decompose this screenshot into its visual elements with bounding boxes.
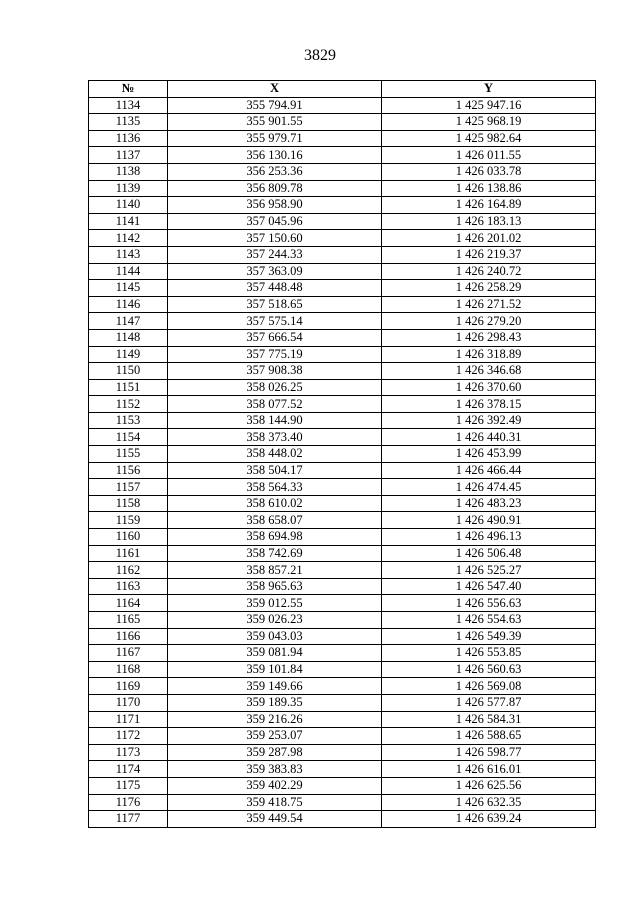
cell-number: 1150 xyxy=(89,363,168,380)
cell-x: 359 026.23 xyxy=(168,612,382,629)
cell-number: 1160 xyxy=(89,529,168,546)
table-row xyxy=(89,545,596,562)
cell-x: 359 383.83 xyxy=(168,761,382,778)
cell-number: 1142 xyxy=(89,230,168,247)
cell-y: 1 426 554.63 xyxy=(382,612,596,629)
cell-number: 1157 xyxy=(89,479,168,496)
cell-x: 357 150.60 xyxy=(168,230,382,247)
table-body xyxy=(89,97,596,827)
cell-y: 1 426 033.78 xyxy=(382,163,596,180)
table-row xyxy=(89,578,596,595)
table-row xyxy=(89,678,596,695)
cell-x: 359 101.84 xyxy=(168,661,382,678)
cell-number: 1148 xyxy=(89,329,168,346)
cell-y: 1 426 440.31 xyxy=(382,429,596,446)
cell-y: 1 426 560.63 xyxy=(382,661,596,678)
cell-number: 1140 xyxy=(89,197,168,214)
cell-y: 1 426 346.68 xyxy=(382,363,596,380)
cell-x: 356 958.90 xyxy=(168,197,382,214)
table-row xyxy=(89,562,596,579)
table-row xyxy=(89,280,596,297)
cell-x: 357 045.96 xyxy=(168,213,382,230)
cell-y: 1 426 318.89 xyxy=(382,346,596,363)
cell-x: 358 373.40 xyxy=(168,429,382,446)
cell-y: 1 426 490.91 xyxy=(382,512,596,529)
cell-number: 1139 xyxy=(89,180,168,197)
cell-x: 357 775.19 xyxy=(168,346,382,363)
cell-x: 359 253.07 xyxy=(168,728,382,745)
cell-x: 357 448.48 xyxy=(168,280,382,297)
table-row xyxy=(89,645,596,662)
cell-y: 1 426 639.24 xyxy=(382,811,596,828)
table-row xyxy=(89,479,596,496)
table-row xyxy=(89,811,596,828)
cell-number: 1153 xyxy=(89,412,168,429)
cell-number: 1169 xyxy=(89,678,168,695)
table-row xyxy=(89,213,596,230)
cell-y: 1 426 279.20 xyxy=(382,313,596,330)
table-row xyxy=(89,230,596,247)
table-row xyxy=(89,529,596,546)
cell-number: 1146 xyxy=(89,296,168,313)
table-row xyxy=(89,163,596,180)
cell-number: 1141 xyxy=(89,213,168,230)
cell-y: 1 426 616.01 xyxy=(382,761,596,778)
cell-number: 1134 xyxy=(89,97,168,114)
cell-x: 357 575.14 xyxy=(168,313,382,330)
cell-y: 1 426 625.56 xyxy=(382,777,596,794)
cell-x: 358 564.33 xyxy=(168,479,382,496)
cell-x: 359 043.03 xyxy=(168,628,382,645)
coordinates-table xyxy=(88,80,596,828)
table-row xyxy=(89,495,596,512)
cell-y: 1 426 632.35 xyxy=(382,794,596,811)
cell-number: 1149 xyxy=(89,346,168,363)
table-row xyxy=(89,379,596,396)
cell-y: 1 426 164.89 xyxy=(382,197,596,214)
cell-number: 1152 xyxy=(89,396,168,413)
cell-number: 1165 xyxy=(89,612,168,629)
cell-x: 358 026.25 xyxy=(168,379,382,396)
cell-x: 355 979.71 xyxy=(168,130,382,147)
cell-number: 1158 xyxy=(89,495,168,512)
cell-y: 1 426 271.52 xyxy=(382,296,596,313)
cell-x: 359 402.29 xyxy=(168,777,382,794)
cell-y: 1 426 577.87 xyxy=(382,694,596,711)
cell-x: 359 189.35 xyxy=(168,694,382,711)
table-row xyxy=(89,595,596,612)
cell-y: 1 426 298.43 xyxy=(382,329,596,346)
cell-number: 1170 xyxy=(89,694,168,711)
cell-number: 1144 xyxy=(89,263,168,280)
cell-x: 358 077.52 xyxy=(168,396,382,413)
cell-y: 1 426 584.31 xyxy=(382,711,596,728)
cell-x: 357 518.65 xyxy=(168,296,382,313)
cell-number: 1174 xyxy=(89,761,168,778)
cell-x: 358 610.02 xyxy=(168,495,382,512)
cell-number: 1171 xyxy=(89,711,168,728)
cell-number: 1164 xyxy=(89,595,168,612)
cell-y: 1 425 968.19 xyxy=(382,114,596,131)
cell-number: 1163 xyxy=(89,578,168,595)
table-row xyxy=(89,794,596,811)
cell-y: 1 426 569.08 xyxy=(382,678,596,695)
cell-y: 1 426 392.49 xyxy=(382,412,596,429)
column-header-x: X xyxy=(168,81,382,98)
page-number: 3829 xyxy=(304,47,336,64)
table-row xyxy=(89,197,596,214)
cell-x: 359 012.55 xyxy=(168,595,382,612)
cell-x: 356 130.16 xyxy=(168,147,382,164)
column-header-y: Y xyxy=(382,81,596,98)
table-row xyxy=(89,263,596,280)
cell-x: 359 449.54 xyxy=(168,811,382,828)
cell-number: 1173 xyxy=(89,744,168,761)
cell-number: 1162 xyxy=(89,562,168,579)
cell-y: 1 426 588.65 xyxy=(382,728,596,745)
cell-number: 1145 xyxy=(89,280,168,297)
cell-x: 355 901.55 xyxy=(168,114,382,131)
cell-x: 358 144.90 xyxy=(168,412,382,429)
cell-x: 358 857.21 xyxy=(168,562,382,579)
cell-x: 357 666.54 xyxy=(168,329,382,346)
table-row xyxy=(89,728,596,745)
table-row xyxy=(89,628,596,645)
cell-number: 1147 xyxy=(89,313,168,330)
cell-number: 1135 xyxy=(89,114,168,131)
cell-number: 1156 xyxy=(89,462,168,479)
table-row xyxy=(89,246,596,263)
cell-number: 1155 xyxy=(89,446,168,463)
table-row xyxy=(89,429,596,446)
cell-x: 356 809.78 xyxy=(168,180,382,197)
cell-number: 1154 xyxy=(89,429,168,446)
cell-y: 1 426 506.48 xyxy=(382,545,596,562)
table-row xyxy=(89,612,596,629)
cell-y: 1 426 183.13 xyxy=(382,213,596,230)
cell-x: 359 149.66 xyxy=(168,678,382,695)
table-row xyxy=(89,512,596,529)
table-row xyxy=(89,446,596,463)
cell-y: 1 426 474.45 xyxy=(382,479,596,496)
table-row xyxy=(89,661,596,678)
cell-x: 357 908.38 xyxy=(168,363,382,380)
table-header-row xyxy=(89,81,596,98)
cell-y: 1 426 011.55 xyxy=(382,147,596,164)
cell-x: 357 363.09 xyxy=(168,263,382,280)
cell-number: 1172 xyxy=(89,728,168,745)
cell-x: 358 965.63 xyxy=(168,578,382,595)
cell-y: 1 426 240.72 xyxy=(382,263,596,280)
table-row xyxy=(89,711,596,728)
cell-number: 1175 xyxy=(89,777,168,794)
cell-x: 357 244.33 xyxy=(168,246,382,263)
cell-number: 1136 xyxy=(89,130,168,147)
cell-y: 1 426 496.13 xyxy=(382,529,596,546)
cell-y: 1 426 453.99 xyxy=(382,446,596,463)
cell-y: 1 426 598.77 xyxy=(382,744,596,761)
cell-x: 358 448.02 xyxy=(168,446,382,463)
cell-x: 355 794.91 xyxy=(168,97,382,114)
table-row xyxy=(89,363,596,380)
cell-y: 1 426 138.86 xyxy=(382,180,596,197)
table-row xyxy=(89,114,596,131)
cell-y: 1 425 947.16 xyxy=(382,97,596,114)
cell-y: 1 426 378.15 xyxy=(382,396,596,413)
table-row xyxy=(89,130,596,147)
column-header-number: № xyxy=(89,81,168,98)
cell-number: 1138 xyxy=(89,163,168,180)
table-row xyxy=(89,777,596,794)
cell-number: 1151 xyxy=(89,379,168,396)
cell-y: 1 426 483.23 xyxy=(382,495,596,512)
cell-y: 1 426 549.39 xyxy=(382,628,596,645)
table-row xyxy=(89,180,596,197)
cell-y: 1 426 547.40 xyxy=(382,578,596,595)
cell-y: 1 426 553.85 xyxy=(382,645,596,662)
cell-number: 1161 xyxy=(89,545,168,562)
table-row xyxy=(89,462,596,479)
cell-x: 358 504.17 xyxy=(168,462,382,479)
table-row xyxy=(89,329,596,346)
cell-y: 1 425 982.64 xyxy=(382,130,596,147)
cell-number: 1159 xyxy=(89,512,168,529)
cell-x: 358 694.98 xyxy=(168,529,382,546)
cell-y: 1 426 258.29 xyxy=(382,280,596,297)
cell-y: 1 426 219.37 xyxy=(382,246,596,263)
cell-x: 359 287.98 xyxy=(168,744,382,761)
cell-y: 1 426 556.63 xyxy=(382,595,596,612)
cell-y: 1 426 370.60 xyxy=(382,379,596,396)
cell-number: 1177 xyxy=(89,811,168,828)
cell-y: 1 426 525.27 xyxy=(382,562,596,579)
cell-x: 358 658.07 xyxy=(168,512,382,529)
table-row xyxy=(89,346,596,363)
cell-number: 1168 xyxy=(89,661,168,678)
cell-x: 359 081.94 xyxy=(168,645,382,662)
table-row xyxy=(89,396,596,413)
table-row xyxy=(89,744,596,761)
cell-number: 1167 xyxy=(89,645,168,662)
cell-y: 1 426 466.44 xyxy=(382,462,596,479)
table-row xyxy=(89,97,596,114)
cell-x: 359 216.26 xyxy=(168,711,382,728)
cell-number: 1176 xyxy=(89,794,168,811)
cell-x: 356 253.36 xyxy=(168,163,382,180)
table-row xyxy=(89,412,596,429)
cell-x: 358 742.69 xyxy=(168,545,382,562)
cell-number: 1143 xyxy=(89,246,168,263)
table-row xyxy=(89,694,596,711)
table-row xyxy=(89,761,596,778)
cell-x: 359 418.75 xyxy=(168,794,382,811)
table-row xyxy=(89,147,596,164)
cell-number: 1166 xyxy=(89,628,168,645)
cell-y: 1 426 201.02 xyxy=(382,230,596,247)
table-row xyxy=(89,313,596,330)
cell-number: 1137 xyxy=(89,147,168,164)
table-row xyxy=(89,296,596,313)
